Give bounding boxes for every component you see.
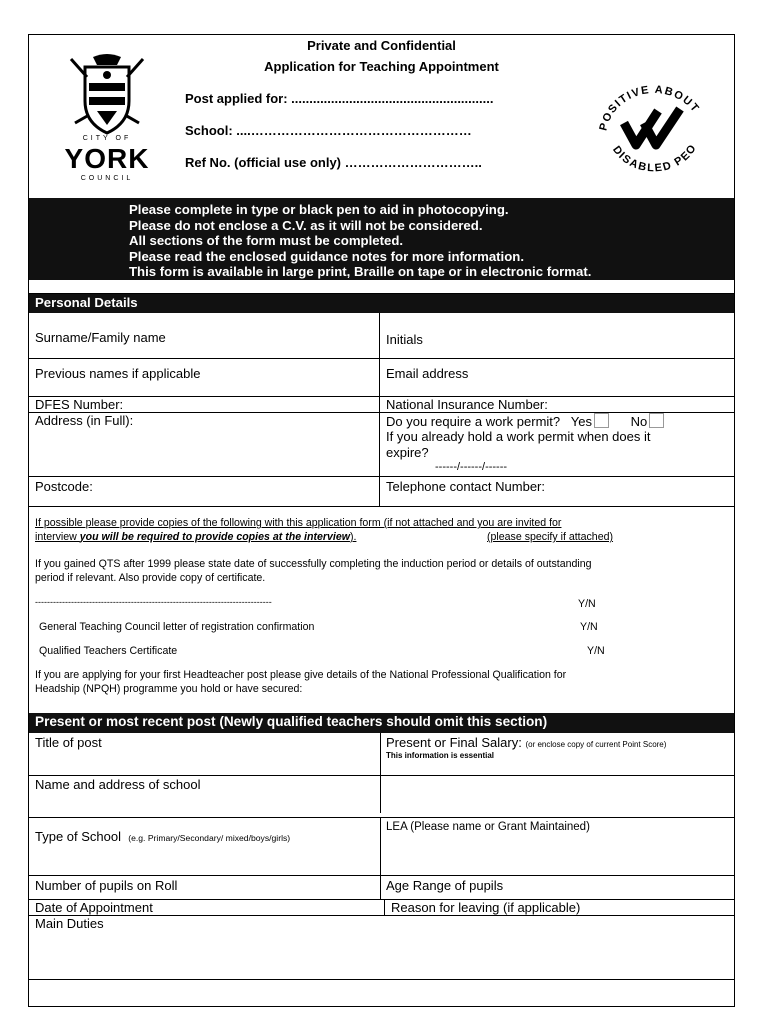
instruction-line: Please complete in type or black pen to aid in photocopying. bbox=[129, 202, 509, 217]
instructions-band bbox=[29, 198, 734, 280]
npqh-note-line2: Headship (NPQH) programme you hold or have secured: bbox=[35, 683, 303, 695]
row-divider bbox=[29, 476, 734, 477]
row-divider bbox=[29, 817, 734, 818]
essential-note: This information is essential bbox=[386, 751, 495, 760]
copies-note-line2: interview you will be required to provide copies at the interview). bbox=[35, 531, 357, 543]
york-coat-of-arms-icon bbox=[57, 53, 157, 137]
form-title-confidential: Private and Confidential bbox=[307, 38, 456, 53]
column-divider bbox=[380, 817, 381, 875]
initials-label: Initials bbox=[386, 332, 423, 347]
copies-note-line1: If possible please provide copies of the following with this application form (if not attached and you are invited for bbox=[35, 517, 562, 529]
row-divider bbox=[29, 979, 734, 980]
logo-city-of: CITY OF bbox=[82, 135, 132, 142]
post-applied-field[interactable]: Post applied for: ........................................................ bbox=[185, 91, 494, 106]
date-of-appointment-label: Date of Appointment bbox=[35, 900, 153, 915]
yes-label: Yes bbox=[570, 414, 592, 429]
form-title: Application for Teaching Appointment bbox=[264, 59, 499, 74]
badge-text-bottom: DISABLED PEO bbox=[610, 141, 700, 175]
surname-label: Surname/Family name bbox=[35, 330, 166, 345]
row-divider bbox=[29, 396, 734, 397]
telephone-label: Telephone contact Number: bbox=[386, 479, 545, 494]
row-divider bbox=[29, 775, 734, 776]
permit-expire-line1: If you already hold a work permit when does it bbox=[386, 429, 651, 444]
email-label: Email address bbox=[386, 366, 469, 381]
column-divider bbox=[380, 733, 381, 813]
ni-label: National Insurance Number: bbox=[386, 397, 548, 412]
badge-text-top: POSITIVE ABOUT bbox=[597, 83, 702, 132]
reason-for-leaving-label: Reason for leaving (if applicable) bbox=[391, 900, 581, 915]
school-field[interactable]: School: ....…………………………………………… bbox=[185, 123, 472, 138]
column-divider bbox=[379, 313, 380, 506]
instruction-line: Please read the enclosed guidance notes for more information. bbox=[129, 248, 524, 264]
ref-no-field: Ref No. (official use only) ………………………….. bbox=[185, 155, 482, 170]
gtc-yn[interactable]: Y/N bbox=[580, 621, 598, 633]
work-permit-label: Do you require a work permit? bbox=[386, 414, 561, 429]
qtc-yn[interactable]: Y/N bbox=[587, 645, 605, 657]
column-divider bbox=[384, 899, 385, 915]
recent-post-heading: Present or most recent post (Newly qualified teachers should omit this section) bbox=[29, 713, 734, 733]
no-checkbox[interactable] bbox=[649, 413, 664, 428]
qts-yn[interactable]: Y/N bbox=[578, 598, 596, 610]
school-type-label: Type of School (e.g. Primary/Secondary/ mixed/boys/girls) bbox=[35, 829, 291, 844]
instruction-line: All sections of the form must be completed. bbox=[129, 233, 404, 248]
application-form bbox=[28, 34, 735, 1007]
pupils-on-roll-label: Number of pupils on Roll bbox=[35, 878, 178, 893]
salary-label: Present or Final Salary: (or enclose copy of current Point Score) bbox=[386, 735, 667, 750]
npqh-note-line1: If you are applying for your first Headteacher post please give details of the National Professional Qualification for bbox=[35, 669, 567, 681]
york-council-logo bbox=[57, 53, 157, 183]
qts-answer-line[interactable]: ------------------------------------------------------------------------------- bbox=[35, 597, 272, 607]
row-divider bbox=[29, 915, 734, 916]
two-ticks-icon bbox=[584, 75, 724, 185]
logo-york: YORK bbox=[64, 143, 150, 174]
personal-details-heading: Personal Details bbox=[29, 294, 734, 313]
work-permit-question bbox=[386, 413, 664, 429]
qts-note-line2: period if relevant. Also provide copy of certificate. bbox=[35, 572, 266, 584]
main-duties-label: Main Duties bbox=[35, 916, 104, 931]
row-divider bbox=[29, 875, 734, 876]
yes-checkbox[interactable] bbox=[594, 413, 609, 428]
qts-note-line1: If you gained QTS after 1999 please state date of successfully completing the induction period or details of outstanding bbox=[35, 558, 592, 570]
lea-label: LEA (Please name or Grant Maintained) bbox=[386, 821, 590, 833]
gtc-label: General Teaching Council letter of registration confirmation bbox=[39, 621, 315, 633]
permit-expire-date[interactable]: ------/------/------ bbox=[435, 461, 508, 473]
instruction-line: Please do not enclose a C.V. as it will not be considered. bbox=[129, 217, 483, 233]
logo-council: COUNCIL bbox=[80, 175, 134, 182]
address-label: Address (in Full): bbox=[35, 413, 134, 428]
disability-badge bbox=[584, 75, 724, 185]
specify-attached-note: (please specify if attached) bbox=[487, 531, 614, 543]
title-of-post-label: Title of post bbox=[35, 735, 102, 750]
column-divider bbox=[380, 875, 381, 899]
qtc-label: Qualified Teachers Certificate bbox=[39, 645, 178, 657]
instruction-line: This form is available in large print, Braille on tape or in electronic format. bbox=[129, 264, 592, 279]
age-range-label: Age Range of pupils bbox=[386, 878, 504, 893]
school-name-label: Name and address of school bbox=[35, 777, 201, 792]
dfes-label: DFES Number: bbox=[35, 397, 124, 412]
row-divider bbox=[29, 506, 734, 507]
previous-names-label: Previous names if applicable bbox=[35, 366, 201, 381]
postcode-label: Postcode: bbox=[35, 479, 93, 494]
row-divider bbox=[29, 358, 734, 359]
no-label: No bbox=[630, 414, 648, 429]
permit-expire-line2: expire? bbox=[386, 445, 429, 460]
